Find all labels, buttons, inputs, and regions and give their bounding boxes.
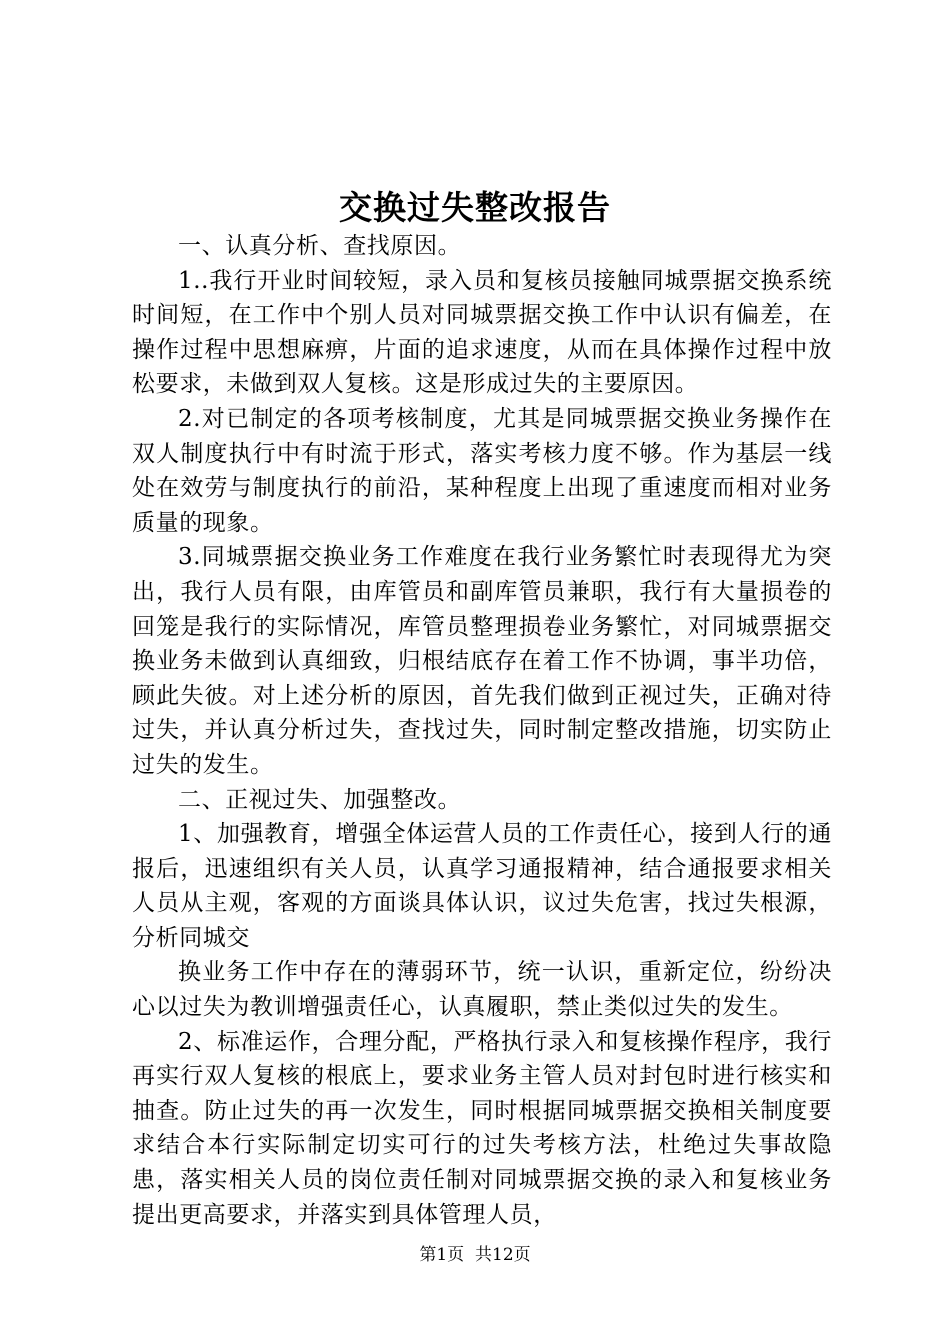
page-footer: [0, 1243, 950, 1267]
paragraph: 1..我行开业时间较短，录入员和复核员接触同城票据交换系统时间短，在工作中个别人员对同城票据交换工作中认识有偏差，在操作过程中思想麻痹，片面的追求速度，从而在具体操作过程中放松要求，未做到双人复核。这是形成过失的主要原因。: [132, 267, 832, 398]
page-total: 共12页: [475, 1245, 531, 1265]
paragraph: 1、加强教育，增强全体运营人员的工作责任心，接到人行的通报后，迅速组织有关人员，认真学习通报精神，结合通报要求相关人员从主观，客观的方面谈具体认识，议过失危害，找过失根源，分析同城交: [132, 821, 832, 951]
paragraph: 3.同城票据交换业务工作难度在我行业务繁忙时表现得尤为突出，我行人员有限，由库管员和副库管员兼职，我行有大量损卷的回笼是我行的实际情况，库管员整理损卷业务繁忙，对同城票据交换业务未做到认真细致，归根结底存在着工作不协调，事半功倍，顾此失彼。对上述分析的原因，首先我们做到正视过失，正确对待过失，并认真分析过失，查找过失，同时制定整改措施，切实防止过失的发生。: [132, 544, 832, 778]
paragraph: 2、标准运作，合理分配，严格执行录入和复核操作程序，我行再实行双人复核的根底上，要求业务主管人员对封包时进行核实和抽查。防止过失的再一次发生，同时根据同城票据交换相关制度要求结合本行实际制定切实可行的过失考核方法，杜绝过失事故隐患，落实相关人员的岗位责任制对同城票据交换的录入和复核业务提出更高要求，并落实到具体管理人员，: [132, 1028, 832, 1228]
document-title: 交换过失整改报告: [339, 188, 611, 227]
paragraph: 换业务工作中存在的薄弱环节，统一认识，重新定位，纷纷决心以过失为教训增强责任心，认真履职，禁止类似过失的发生。: [132, 959, 832, 1021]
page-number: 第1页: [419, 1245, 465, 1265]
section-heading: 二、正视过失、加强整改。: [178, 786, 462, 813]
section-heading: 一、认真分析、查找原因。: [178, 233, 462, 259]
document-body: [132, 229, 832, 1232]
paragraph: 2.对已制定的各项考核制度，尤其是同城票据交换业务操作在双人制度执行中有时流于形式，落实考核力度不够。作为基层一线处在效劳与制度执行的前沿，某种程度上出现了重速度而相对业务质量的现象。: [132, 405, 832, 536]
